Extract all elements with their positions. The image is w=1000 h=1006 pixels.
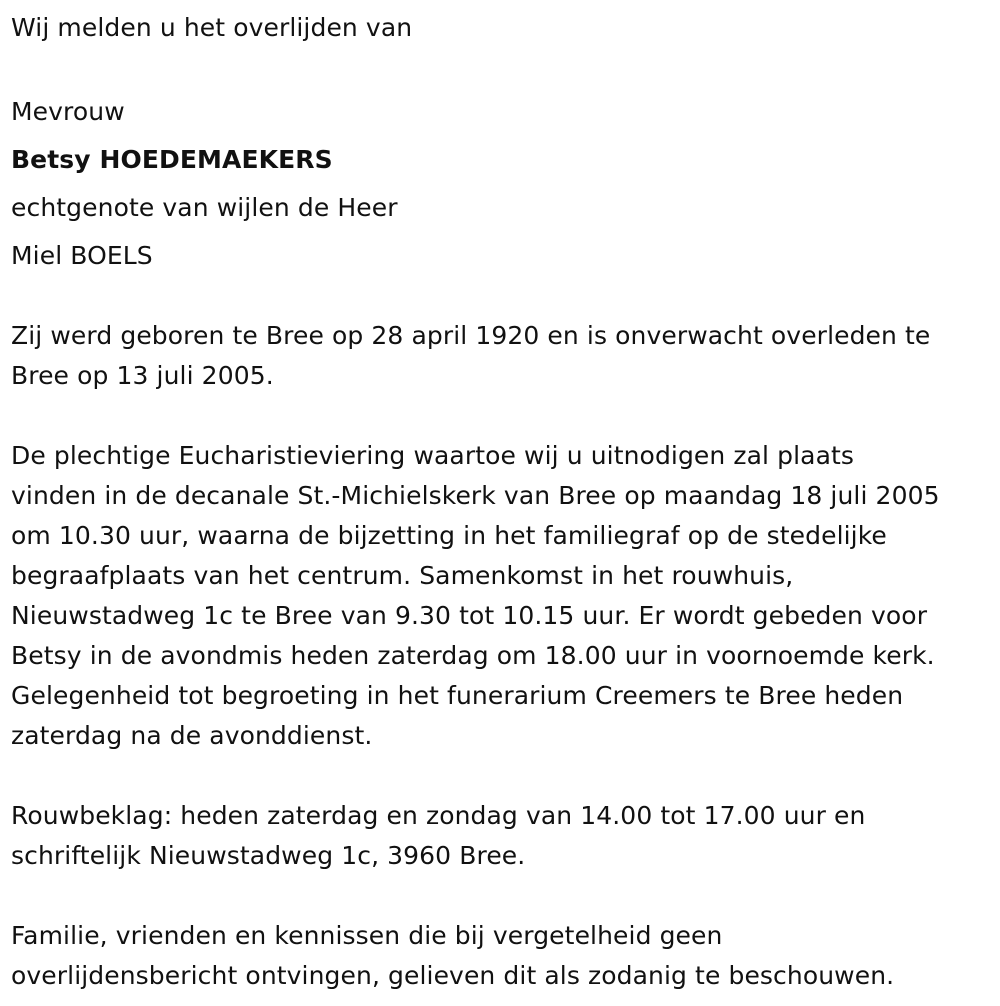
paragraph-line: Betsy in de avondmis heden zaterdag om 18.00 uur in voornoemde kerk. (11, 641, 935, 670)
obituary-notice (11, 8, 996, 996)
paragraph-line: Nieuwstadweg 1c te Bree van 9.30 tot 10.15 uur. Er wordt gebeden voor (11, 601, 928, 630)
paragraph-line: schriftelijk Nieuwstadweg 1c, 3960 Bree. (11, 841, 526, 870)
spacer (11, 756, 996, 796)
closing-paragraph (11, 916, 996, 996)
paragraph-line: begraafplaats van het centrum. Samenkomst in het rouwhuis, (11, 561, 794, 590)
birth-death-paragraph (11, 316, 996, 396)
paragraph-line: Zij werd geboren te Bree op 28 april 1920 en is onverwacht overleden te (11, 321, 931, 350)
paragraph-line: vinden in de decanale St.-Michielskerk van Bree op maandag 18 juli 2005 (11, 481, 940, 510)
paragraph-line: om 10.30 uur, waarna de bijzetting in het familiegraf op de stedelijke (11, 521, 887, 550)
deceased-title: Mevrouw (11, 97, 125, 126)
spouse-name: Miel BOELS (11, 241, 153, 270)
intro-text: Wij melden u het overlijden van (11, 13, 413, 42)
paragraph-line: Bree op 13 juli 2005. (11, 361, 274, 390)
spacer (11, 48, 996, 88)
spacer (11, 280, 996, 316)
spacer (11, 876, 996, 916)
paragraph-line: overlijdensbericht ontvingen, gelieven dit als zodanig te beschouwen. (11, 961, 895, 990)
deceased-relation: echtgenote van wijlen de Heer (11, 193, 398, 222)
paragraph-line: Rouwbeklag: heden zaterdag en zondag van 14.00 tot 17.00 uur en (11, 801, 866, 830)
ceremony-paragraph (11, 436, 996, 756)
deceased-name: Betsy HOEDEMAEKERS (11, 145, 333, 174)
paragraph-line: Gelegenheid tot begroeting in het funerarium Creemers te Bree heden (11, 681, 904, 710)
deceased-block (11, 88, 996, 280)
spacer (11, 396, 996, 436)
paragraph-line: zaterdag na de avonddienst. (11, 721, 373, 750)
condolences-paragraph (11, 796, 996, 876)
paragraph-line: Familie, vrienden en kennissen die bij vergetelheid geen (11, 921, 723, 950)
paragraph-line: De plechtige Eucharistieviering waartoe wij u uitnodigen zal plaats (11, 441, 855, 470)
